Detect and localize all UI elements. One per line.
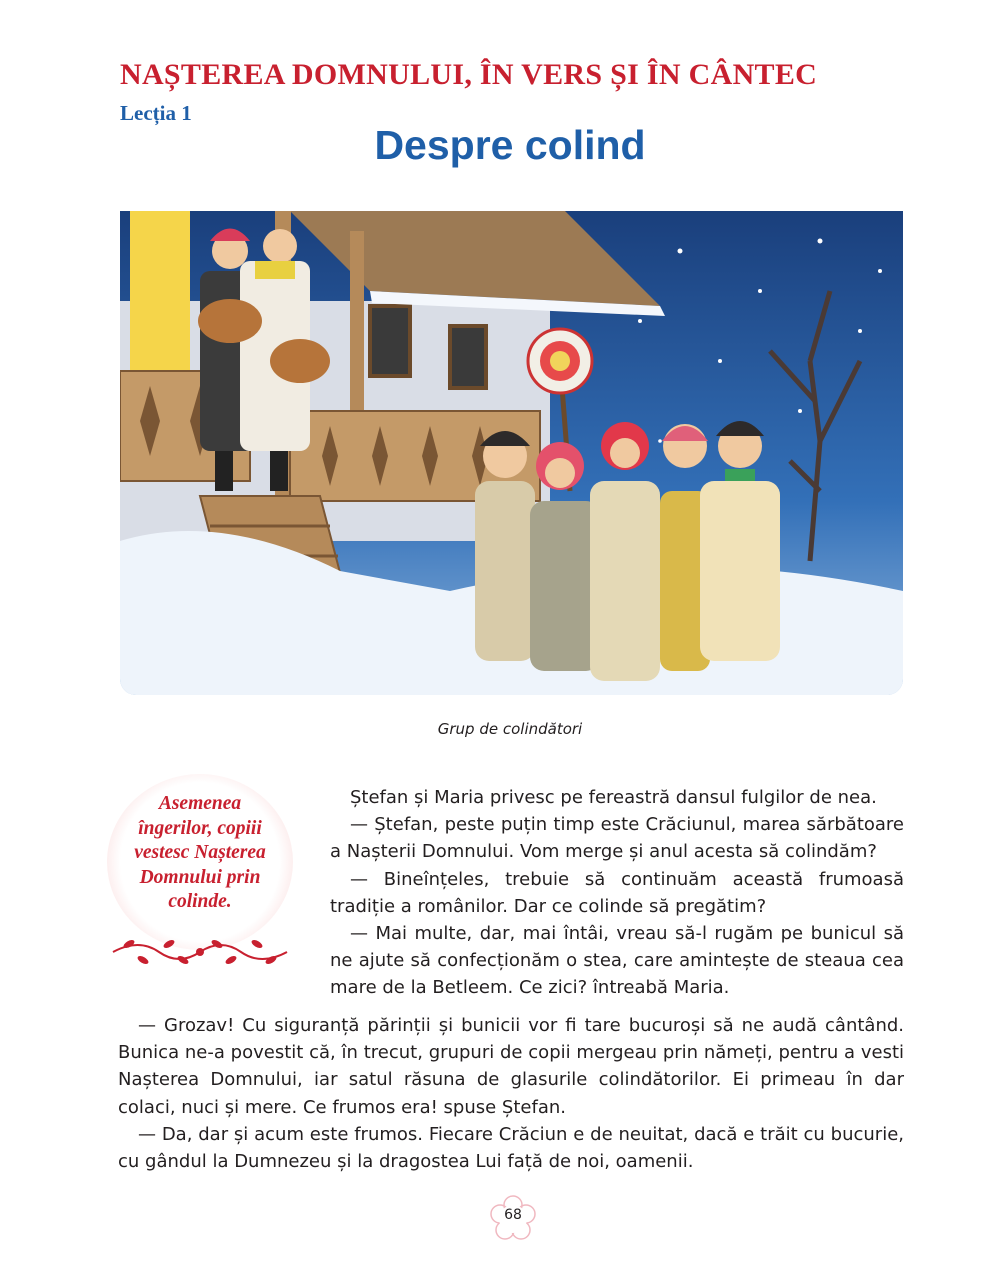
window-left bbox=[370, 306, 410, 376]
lesson-title: Despre colind bbox=[374, 122, 646, 168]
illustration-caption: Grup de colindători bbox=[437, 720, 583, 738]
window-right bbox=[450, 326, 486, 388]
callout-line: vestesc Nașterea bbox=[134, 842, 266, 863]
callout-line: colinde. bbox=[168, 891, 232, 912]
callout-line: Asemenea bbox=[158, 793, 242, 814]
story-paragraph: — Bineînțeles, trebuie să continuăm această frumoasă tradiție a românilor. Dar ce colinde să pregătim? bbox=[330, 868, 904, 917]
carolers-illustration bbox=[120, 211, 903, 695]
story-text-narrow bbox=[330, 784, 904, 1002]
page-number-badge bbox=[487, 1193, 539, 1245]
story-paragraph: — Da, dar și acum este frumos. Fiecare Crăciun e de neuitat, dacă e trăit cu bucurie, cu gândul la Dumnezeu și la dragostea Lui față de noi, oamenii. bbox=[118, 1123, 904, 1173]
callout-line: îngerilor, copiii bbox=[138, 817, 262, 839]
story-paragraph: Ștefan și Maria privesc pe fereastră dansul fulgilor de nea. bbox=[350, 787, 877, 808]
lesson-label: Lecția 1 bbox=[120, 101, 192, 125]
page-number: 68 bbox=[504, 1207, 522, 1223]
callout-text bbox=[119, 792, 281, 915]
callout-line: Domnului prin bbox=[139, 866, 261, 888]
story-text-wide bbox=[118, 1012, 904, 1175]
floral-ornament-icon bbox=[109, 934, 291, 970]
story-paragraph: — Ștefan, peste puțin timp este Crăciunul, marea sărbătoare a Nașterii Domnului. Vom merge și anul acesta să colindăm? bbox=[330, 814, 904, 863]
carolers-group bbox=[475, 421, 780, 681]
story-paragraph: — Mai multe, dar, mai întâi, vreau să-l rugăm pe bunicul să ne ajute să confecționăm o stea, care amintește de steaua cea mare de la Betleem. Ce zici? întreabă Maria. bbox=[330, 923, 904, 999]
chapter-title: NAȘTEREA DOMNULUI, ÎN VERS ȘI ÎN CÂNTEC bbox=[120, 58, 818, 91]
story-paragraph: — Grozav! Cu siguranță părinții și bunicii vor fi tare bucuroși să ne audă cântând. Bunica ne-a povestit că, în trecut, grupuri de copii mergeau prin nămeți, pentru a vesti Nașterea Domnului, iar satul răsuna de glasurile colindătorilor. Ei primeau în dar colaci, nuci și mere. Ce frumos era! spuse Ștefan. bbox=[118, 1015, 904, 1118]
callout-bubble bbox=[107, 774, 293, 970]
